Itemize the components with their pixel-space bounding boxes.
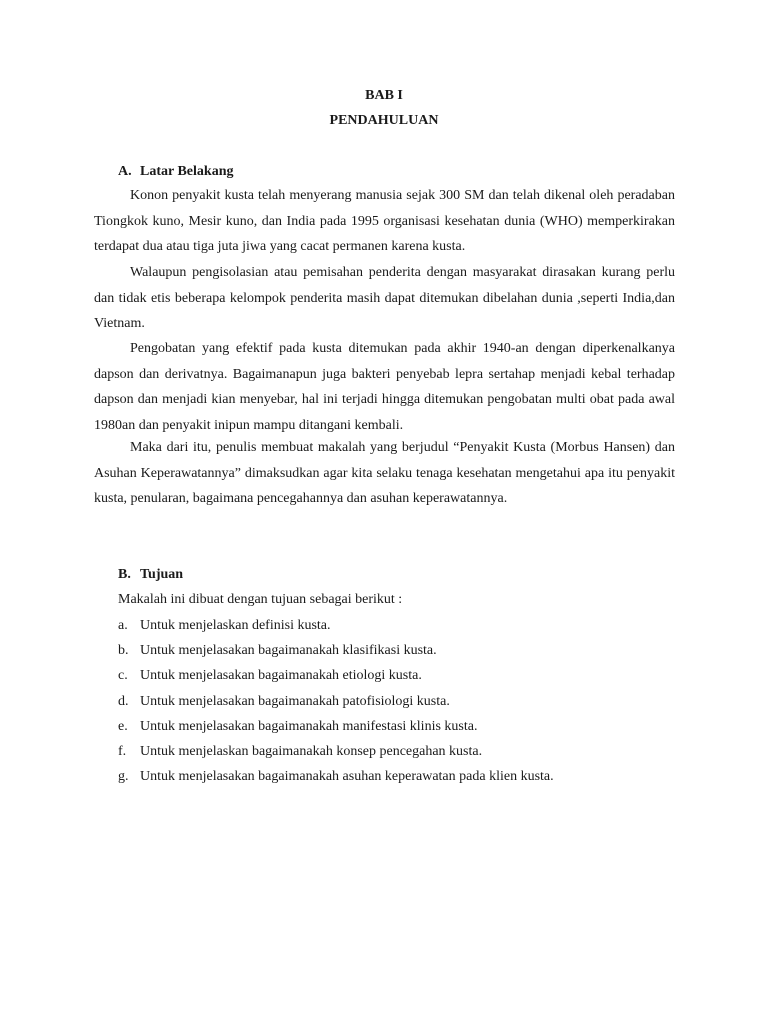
section-b-heading xyxy=(118,566,183,584)
list-item-marker: e. xyxy=(118,718,128,734)
section-a-heading xyxy=(118,163,233,181)
background-paragraph-4: Maka dari itu, penulis membuat makalah yang berjudul “Penyakit Kusta (Morbus Hansen) dan Asuhan Keperawatannya” dimaksudkan agar kita selaku tenaga kesehatan mengetahui apa itu penyakit kusta, penularan, bagaimana pencegahannya dan asuhan keperawatannya. xyxy=(94,440,675,507)
background-paragraph-1: Konon penyakit kusta telah menyerang manusia sejak 300 SM dan telah dikenal oleh peradaban Tiongkok kuno, Mesir kuno, dan India pada 1995 organisasi kesehatan dunia (WHO) memperkirakan terdapat dua atau tiga juta jiwa yang cacat permanen karena kusta. xyxy=(94,188,675,255)
list-item-marker: a. xyxy=(118,618,128,633)
list-item xyxy=(118,689,554,714)
chapter-title: PENDAHULUAN xyxy=(329,113,439,128)
goals-intro: Makalah ini dibuat dengan tujuan sebagai berikut : xyxy=(118,592,403,607)
goals-list xyxy=(118,613,554,789)
section-a-title: Latar Belakang xyxy=(140,164,234,179)
section-a-marker: A. xyxy=(118,164,132,179)
background-paragraph-2: Walaupun pengisolasian atau pemisahan penderita dengan masyarakat dirasakan kurang perlu dan tidak etis beberapa kelompok penderita masih dapat ditemukan dibelahan dunia ,seperti India,dan Vietnam. xyxy=(94,265,675,332)
list-item xyxy=(118,764,554,789)
list-item-marker: b. xyxy=(118,643,129,659)
list-item-marker: c. xyxy=(118,668,128,684)
chapter-number: BAB I xyxy=(365,88,403,103)
list-item-text: Untuk menjelaskan definisi kusta. xyxy=(140,618,331,633)
list-item-marker: g. xyxy=(118,769,129,785)
list-item-marker: d. xyxy=(118,693,129,709)
list-item-marker: f. xyxy=(118,744,127,760)
list-item-text: Untuk menjelasakan bagaimanakah manifestasi klinis kusta. xyxy=(140,718,478,734)
list-item-text: Untuk menjelasakan bagaimanakah klasifikasi kusta. xyxy=(140,643,437,659)
list-item xyxy=(118,613,554,638)
list-item-text: Untuk menjelasakan bagaimanakah patofisiologi kusta. xyxy=(140,693,450,709)
background-paragraph-3: Pengobatan yang efektif pada kusta ditemukan pada akhir 1940-an dengan diperkenalkanya dapson dan derivatnya. Bagaimanapun juga bakteri penyebab lepra sertahap menjadi kebal terhadap dapson dan menjadi kian menyebar, hal ini terjadi hingga ditemukan pengobatan multi obat pada awal 1980an dan penyakit inipun mampu ditangani kembali. xyxy=(94,341,675,433)
list-item xyxy=(118,638,554,663)
list-item-text: Untuk menjelasakan bagaimanakah etiologi kusta. xyxy=(140,668,422,684)
list-item-text: Untuk menjelasakan bagaimanakah asuhan keperawatan pada klien kusta. xyxy=(140,769,554,785)
list-item xyxy=(118,714,554,739)
list-item-text: Untuk menjelaskan bagaimanakah konsep pencegahan kusta. xyxy=(140,744,483,760)
section-b-title: Tujuan xyxy=(140,567,184,582)
list-item xyxy=(118,739,554,764)
list-item xyxy=(118,663,554,688)
section-b-marker: B. xyxy=(118,567,131,582)
